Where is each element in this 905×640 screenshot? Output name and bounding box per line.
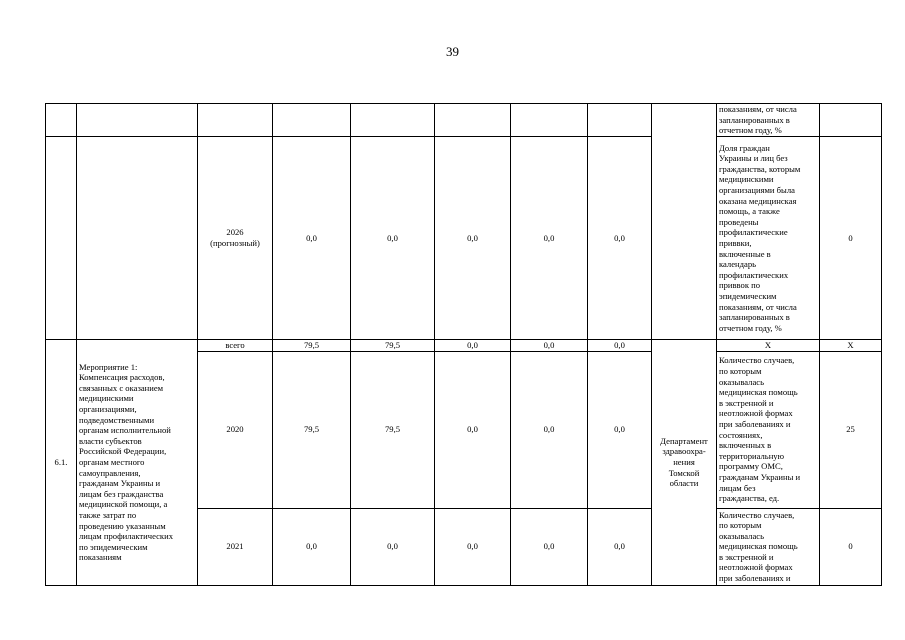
cell-value (588, 104, 652, 137)
cell-value: 79,5 (351, 351, 435, 508)
indicator-value: 25 (820, 351, 882, 508)
cell-value: 79,5 (273, 340, 351, 352)
cell-value: 0,0 (588, 137, 652, 340)
indicator-text: X (717, 340, 820, 352)
cell-value: 0,0 (273, 137, 351, 340)
table-row-total (46, 340, 882, 352)
cell-value: 0,0 (435, 351, 511, 508)
cell-year: всего (198, 340, 273, 352)
cell-value: 0,0 (511, 137, 588, 340)
indicator-text: Доля граждан Украины и лиц без гражданства, которым медицинскими организациями была оказана медицинская помощь, а также проведены профилактические приввки, включенные в календарь профилактических приввок по эпидемическим показаниям, от числа запланированных в отчетном году, % (717, 137, 820, 340)
cell-year: 2020 (198, 351, 273, 508)
indicator-text: показаниям, от числа запланированных в отчетном году, % (717, 104, 820, 137)
cell-value: 0,0 (511, 351, 588, 508)
cell-executor (652, 104, 717, 340)
indicator-value: X (820, 340, 882, 352)
cell-value (511, 104, 588, 137)
cell-year (198, 104, 273, 137)
indicator-text: Количество случаев, по которым оказывалась медицинская помощь в экстренной и неотложной формах при заболеваниях и (717, 508, 820, 585)
table-row-continued (46, 104, 882, 137)
cell-value: 0,0 (588, 351, 652, 508)
cell-measure-name (77, 137, 198, 340)
cell-value: 0,0 (588, 508, 652, 585)
cell-executor: Департамент здравоохра- нения Томской области (652, 340, 717, 586)
cell-value: 0,0 (511, 340, 588, 352)
cell-value: 0,0 (588, 340, 652, 352)
page-number: 39 (446, 44, 459, 59)
cell-value: 79,5 (351, 340, 435, 352)
cell-value (273, 104, 351, 137)
cell-measure-name (77, 104, 198, 137)
cell-year: 2021 (198, 508, 273, 585)
cell-value: 0,0 (511, 508, 588, 585)
cell-value (351, 104, 435, 137)
cell-year: 2026 (прогнозный) (198, 137, 273, 340)
cell-value: 0,0 (435, 508, 511, 585)
cell-number: 6.1. (46, 340, 77, 586)
indicator-value (820, 104, 882, 137)
indicator-text: Количество случаев, по которым оказывалась медицинская помощь в экстренной и неотложной формах при заболеваниях и состояниях, включенных в территориальную программу ОМС, гражданам Украины и лицам без гражданства, ед. (717, 351, 820, 508)
cell-value: 0,0 (351, 137, 435, 340)
cell-value: 0,0 (273, 508, 351, 585)
indicator-value: 0 (820, 508, 882, 585)
program-table (45, 103, 882, 586)
cell-measure-name: Мероприятие 1: Компенсация расходов, связанных с оказанием медицинскими организациями, подведомственными органам исполнительной власти субъектов Российской Федерации, органам местного самоуправления, гражданам Украины и лицам без гражданства медицинской помощи, а также затрат по проведению указанным лицам профилактических по эпидемическим показаниям (77, 340, 198, 586)
cell-value: 0,0 (435, 137, 511, 340)
cell-value: 0,0 (351, 508, 435, 585)
cell-number (46, 104, 77, 137)
indicator-value: 0 (820, 137, 882, 340)
cell-value: 79,5 (273, 351, 351, 508)
cell-number (46, 137, 77, 340)
cell-value (435, 104, 511, 137)
cell-value: 0,0 (435, 340, 511, 352)
table-row-2026 (46, 137, 882, 340)
